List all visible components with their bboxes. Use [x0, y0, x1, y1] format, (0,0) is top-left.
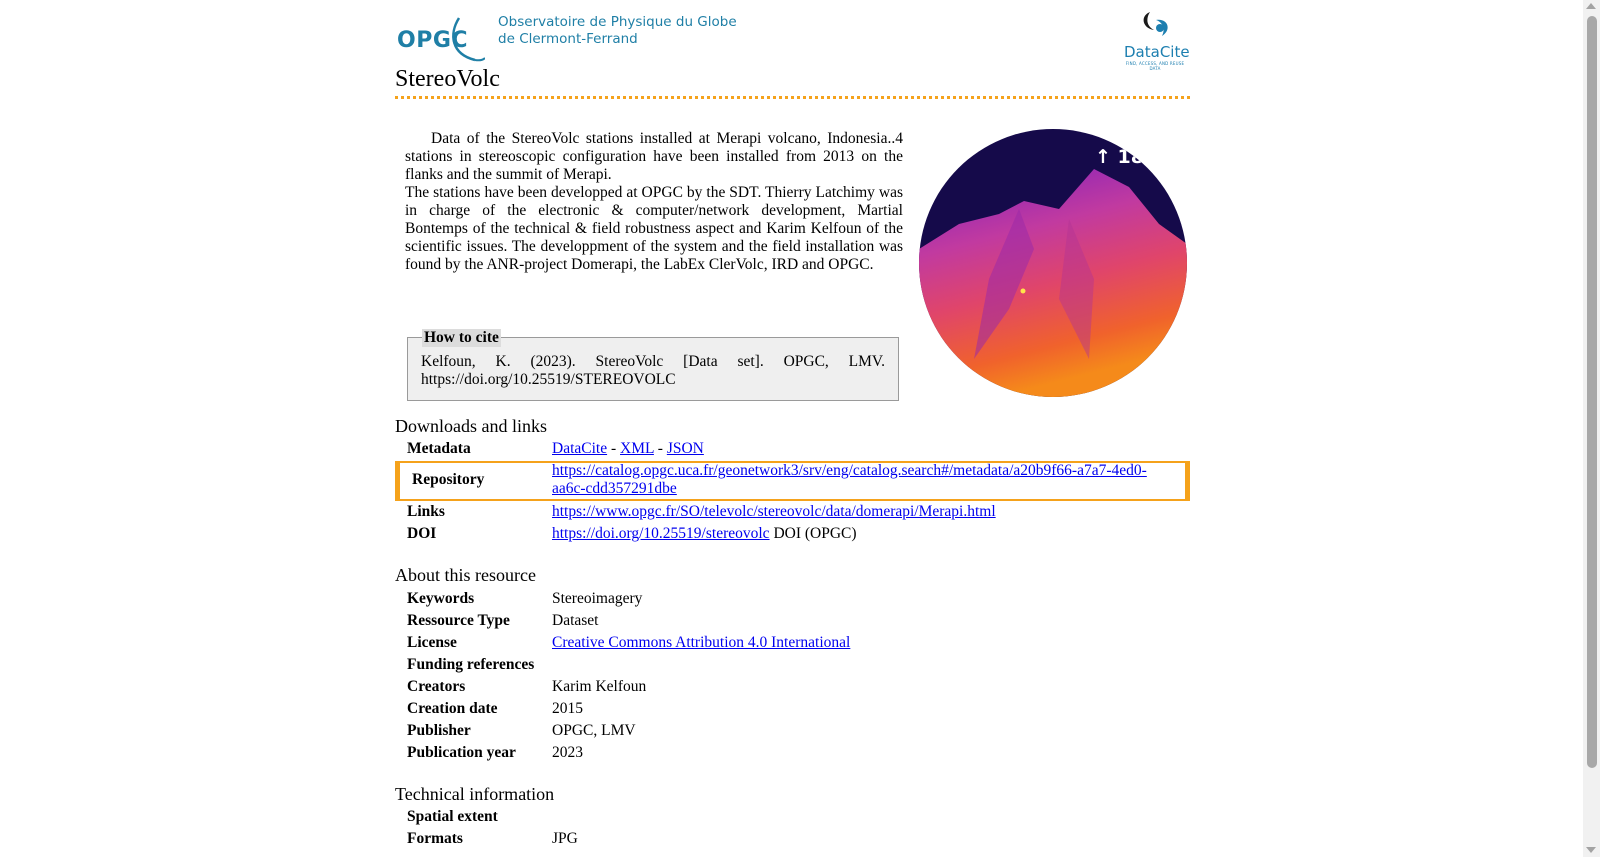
- datacite-swoosh-icon: [1136, 10, 1174, 40]
- thumbnail-overlay-text: ↑ 18,: [1095, 146, 1152, 168]
- datacite-logo[interactable]: [1124, 10, 1190, 71]
- formats-value: JPG: [552, 830, 578, 847]
- opgc-logo-letters: OPGC: [397, 28, 469, 53]
- opgc-logo-line1: Observatoire de Physique du Globe: [498, 14, 737, 30]
- page-title: StereoVolc: [395, 66, 500, 92]
- header: [395, 0, 1190, 92]
- page: [395, 0, 1190, 847]
- technical-heading: Technical information: [395, 784, 555, 804]
- metadata-separator: -: [607, 440, 621, 457]
- opgc-logo-name: [498, 14, 737, 48]
- publication-year-label: Publication year: [407, 744, 516, 761]
- dataset-thumbnail: [919, 129, 1187, 397]
- scrollbar-thumb[interactable]: [1587, 16, 1597, 768]
- opgc-logo[interactable]: [397, 12, 737, 53]
- datacite-logo-tag: FIND, ACCESS, AND REUSE DATA: [1125, 61, 1185, 71]
- about-heading: About this resource: [395, 565, 536, 585]
- metadata-label: Metadata: [407, 440, 471, 457]
- how-to-cite-legend: How to cite: [424, 329, 499, 346]
- doi-suffix: DOI (OPGC): [769, 525, 857, 542]
- publisher-label: Publisher: [407, 722, 471, 739]
- resource-type-label: Ressource Type: [407, 612, 510, 629]
- metadata-json-link[interactable]: JSON: [666, 440, 704, 457]
- description-paragraph-2: The stations have been developped at OPGC by the SDT. Thierry Latchimy was in charge of the electronic & computer/network development, Martial Bontemps of the technical & field robustness aspect and Karim Kelfoun of the scientific issues. The developpment of the system and the field installation was found by the ANR-project Domerapi, the LabEx ClerVolc, IRD and OPGC.: [405, 184, 903, 273]
- doi-link[interactable]: https://doi.org/10.25519/stereovolc: [552, 525, 770, 542]
- repository-link[interactable]: https://catalog.opgc.uca.fr/geonetwork3/srv/eng/catalog.search#/metadata/a20b9f66-a7a7-4ed0-aa6c-cdd357291dbe: [552, 462, 1147, 497]
- spatial-extent-label: Spatial extent: [407, 808, 498, 825]
- scroll-down-arrow-icon[interactable]: [1586, 847, 1596, 853]
- description-paragraph-1: Data of the StereoVolc stations installed at Merapi volcano, Indonesia..4 stations in stereoscopic configuration have been installed from 2013 on the flanks and the summit of Merapi.: [405, 130, 903, 183]
- downloads-heading: Downloads and links: [395, 416, 547, 436]
- metadata-links: [552, 440, 1172, 458]
- repository-label: Repository: [412, 471, 485, 488]
- metadata-xml-link[interactable]: XML: [620, 440, 654, 457]
- funding-label: Funding references: [407, 656, 535, 673]
- creation-date-value: 2015: [552, 700, 583, 717]
- license-label: License: [407, 634, 457, 651]
- creators-label: Creators: [407, 678, 466, 695]
- repository-value: [552, 462, 1172, 498]
- how-to-cite-box: [407, 329, 899, 401]
- opgc-wave-icon: [445, 14, 485, 64]
- publisher-value: OPGC, LMV: [552, 722, 636, 739]
- thermal-volcano-image: [919, 129, 1187, 397]
- metadata-separator: -: [653, 440, 667, 457]
- datacite-logo-word: DataCite: [1124, 43, 1190, 61]
- doi-value: [552, 525, 1172, 543]
- license-link[interactable]: Creative Commons Attribution 4.0 International: [552, 634, 851, 651]
- title-divider: [395, 96, 1190, 99]
- links-label: Links: [407, 503, 445, 520]
- creators-value: Karim Kelfoun: [552, 678, 647, 695]
- scroll-up-arrow-icon[interactable]: [1586, 3, 1596, 9]
- description: [405, 130, 903, 274]
- citation-text: Kelfoun, K. (2023). StereoVolc [Data set]. OPGC, LMV. https://doi.org/10.25519/STEREOVOLC: [421, 353, 885, 388]
- opgc-logo-line2: de Clermont-Ferrand: [498, 31, 638, 47]
- creation-date-label: Creation date: [407, 700, 498, 717]
- formats-label: Formats: [407, 830, 463, 847]
- keywords-value: Stereoimagery: [552, 590, 643, 607]
- metadata-datacite-link[interactable]: DataCite: [552, 440, 608, 457]
- links-value: [552, 503, 1172, 521]
- resource-type-value: Dataset: [552, 612, 599, 629]
- keywords-label: Keywords: [407, 590, 475, 607]
- doi-label: DOI: [407, 525, 437, 542]
- license-value: [552, 634, 1172, 652]
- vertical-scrollbar[interactable]: [1583, 0, 1600, 857]
- links-link[interactable]: https://www.opgc.fr/SO/televolc/stereovolc/data/domerapi/Merapi.html: [552, 503, 996, 520]
- publication-year-value: 2023: [552, 744, 583, 761]
